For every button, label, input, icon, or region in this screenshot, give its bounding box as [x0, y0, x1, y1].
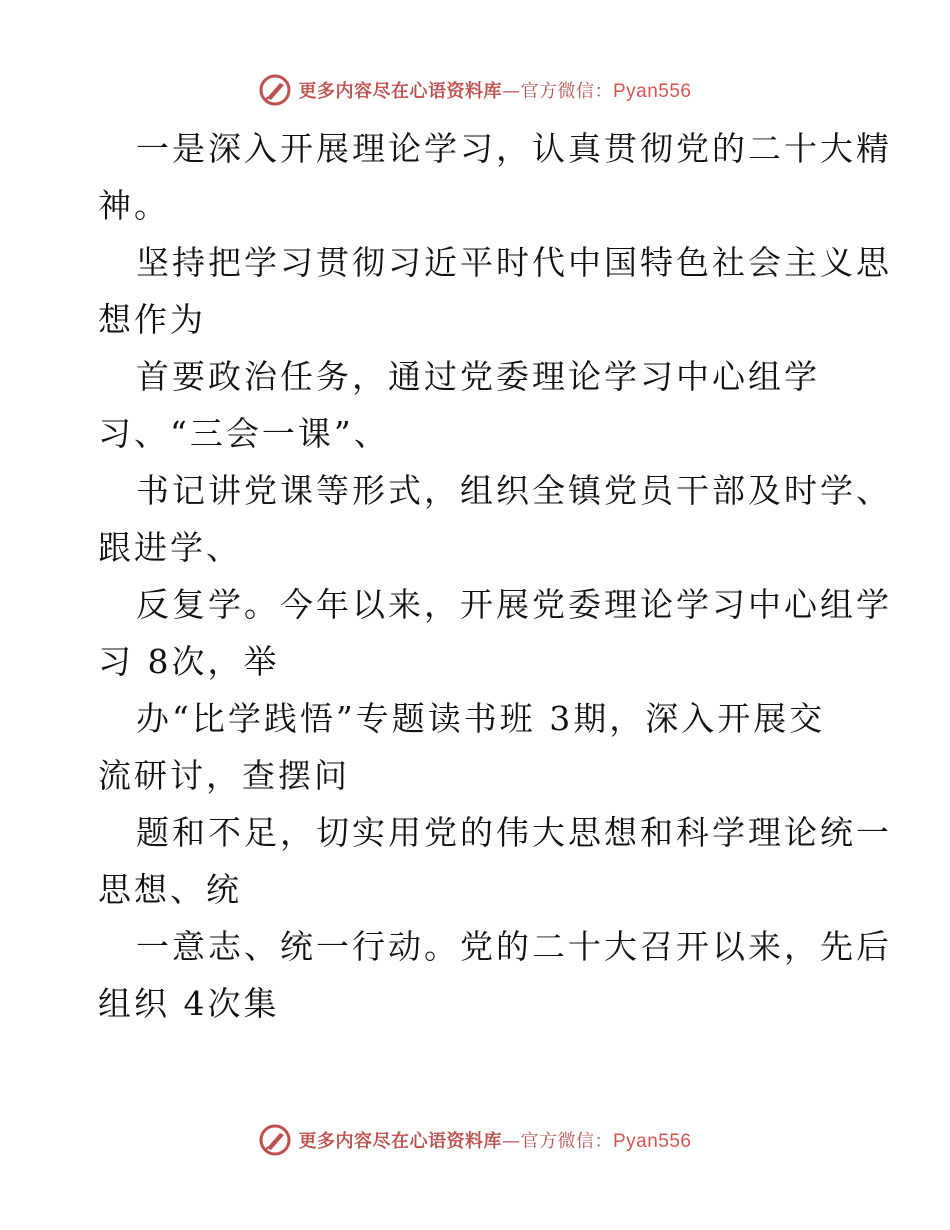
paragraph-continuation: 流研讨，查摆问 [98, 756, 350, 795]
paragraph [98, 348, 868, 462]
watermark-site-text: 更多内容尽在心语资料库 [298, 81, 502, 102]
paragraph [98, 120, 892, 234]
paragraph-continuation: 思想、统 [98, 870, 242, 909]
paragraph-line: 一是深入开展理论学习，认真贯彻党的二十大精 [136, 129, 892, 168]
paragraph [98, 918, 892, 1032]
watermark-text [298, 1127, 691, 1153]
paragraph-line: 首要政治任务，通过党委理论学习中心组学 [136, 357, 820, 396]
quill-pen-logo-icon [258, 1123, 292, 1157]
paragraph [98, 690, 868, 804]
paragraph-continuation: 习、“三会一课”、 [98, 414, 390, 453]
paragraph-continuation: 想作为 [98, 300, 206, 339]
paragraph-line: 题和不足，切实用党的伟大思想和科学理论统一 [136, 813, 892, 852]
watermark-label: 官方微信： [520, 81, 613, 102]
watermark-text [298, 77, 691, 103]
watermark-handle: Pyan556 [612, 81, 692, 102]
paragraph [98, 576, 892, 690]
document-body [98, 120, 892, 1032]
paragraph-continuation: 神。 [98, 186, 170, 225]
footer-watermark [0, 1120, 950, 1160]
paragraph-line: 一意志、统一行动。党的二十大召开以来，先后 [136, 927, 892, 966]
header-watermark [0, 70, 950, 110]
paragraph [98, 462, 892, 576]
paragraph-continuation: 组织 4次集 [98, 984, 280, 1023]
paragraph [98, 804, 892, 918]
watermark-label: 官方微信： [520, 1131, 613, 1152]
paragraph-line: 反复学。今年以来，开展党委理论学习中心组学 [136, 585, 892, 624]
quill-pen-logo-icon [258, 73, 292, 107]
watermark-site-text: 更多内容尽在心语资料库 [298, 1131, 502, 1152]
paragraph-continuation: 习 8次，举 [98, 642, 280, 681]
paragraph-line: 书记讲党课等形式，组织全镇党员干部及时学、 [136, 471, 892, 510]
watermark-handle: Pyan556 [612, 1131, 692, 1152]
watermark-dash: — [501, 1131, 521, 1152]
paragraph-line: 办“比学践悟”专题读书班 3期，深入开展交 [136, 699, 826, 738]
watermark-dash: — [501, 81, 521, 102]
paragraph-line: 坚持把学习贯彻习近平时代中国特色社会主义思 [136, 243, 892, 282]
paragraph [98, 234, 892, 348]
paragraph-continuation: 跟进学、 [98, 528, 242, 567]
